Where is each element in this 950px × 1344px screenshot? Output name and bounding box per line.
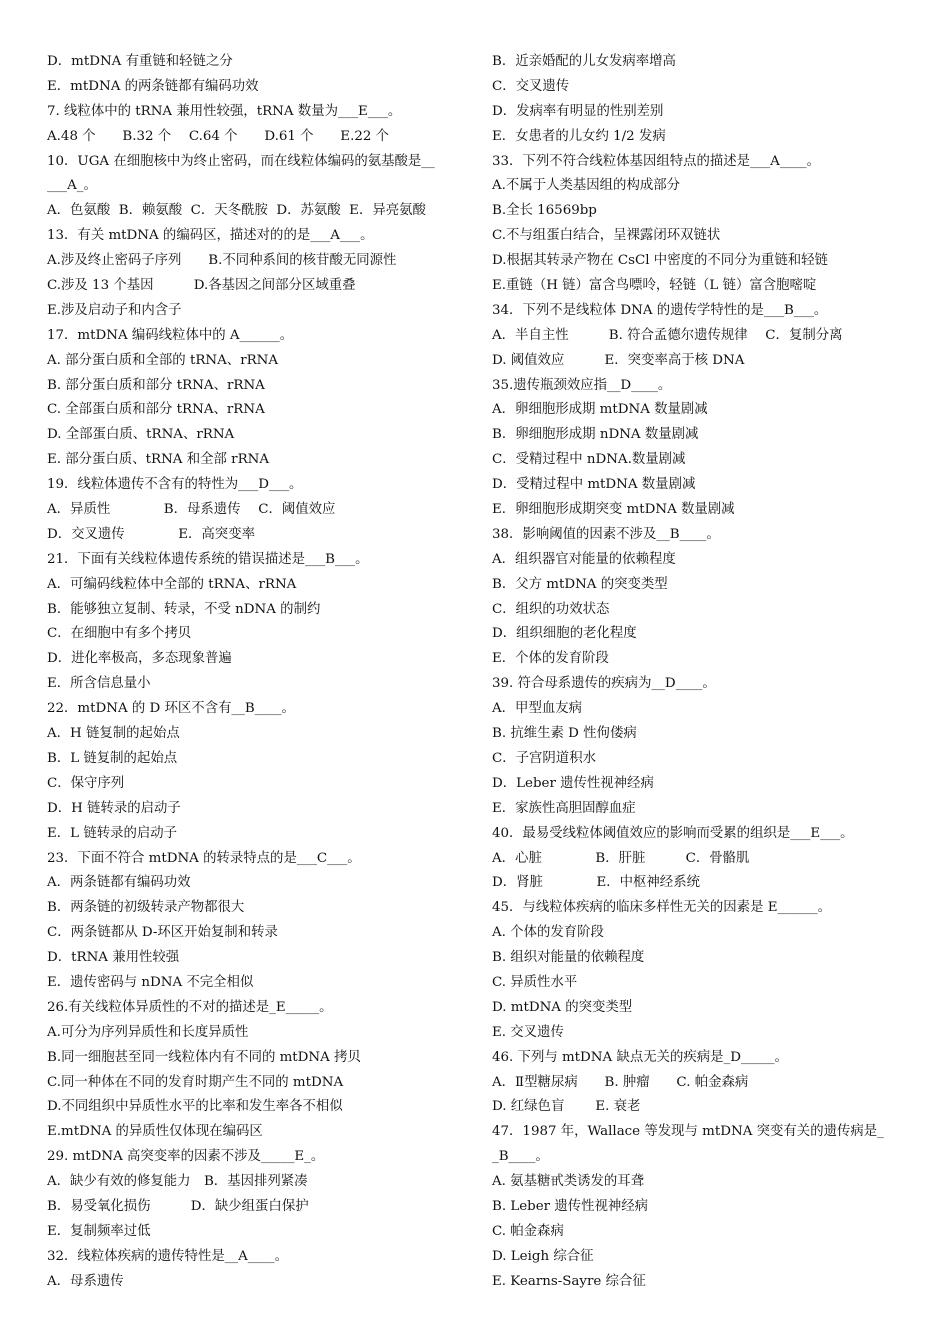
text-line: D．组织细胞的老化程度	[492, 626, 637, 642]
text-line: C．组织的功效状态	[492, 601, 610, 617]
text-line: 32．线粒体疾病的遗传特性是__A____。	[47, 1248, 288, 1264]
text-line: B．卵细胞形成期 nDNA 数量剧减	[492, 427, 699, 443]
text-line: B．两条链的初级转录产物都很大	[47, 900, 245, 916]
text-line: D．Leber 遗传性视神经病	[492, 775, 654, 791]
text-line: B．近亲婚配的儿女发病率增高	[492, 54, 676, 69]
text-line: 34．下列不是线粒体 DNA 的遗传学特性的是___B___。	[492, 302, 828, 318]
text-line: E. Kearns-Sayre 综合征	[492, 1273, 646, 1289]
text-line: C．受精过程中 nDNA.数量剧减	[492, 452, 686, 468]
text-line: B.同一细胞甚至同一线粒体内有不同的 mtDNA 拷贝	[47, 1049, 361, 1065]
text-line: C. 全部蛋白质和部分 tRNA、rRNA	[47, 402, 265, 418]
text-line: D.根据其转录产物在 CsCl 中密度的不同分为重链和轻链	[492, 253, 828, 269]
text-line: A．两条链都有编码功效	[47, 875, 191, 891]
text-line: E．个体的发育阶段	[492, 651, 609, 667]
text-line: E．家族性高胆固醇血症	[492, 800, 636, 816]
text-line: D. Leigh 综合征	[492, 1248, 594, 1264]
text-line: A．可编码线粒体中全部的 tRNA、rRNA	[47, 576, 297, 592]
text-line: A．半自主性 B. 符合孟德尔遗传规律 C．复制分离	[492, 327, 843, 343]
text-line: A．卵细胞形成期 mtDNA 数量剧减	[492, 402, 708, 418]
text-line: D.不同组织中异质性水平的比率和发生率各不相似	[47, 1099, 343, 1115]
text-line: B. 组织对能量的依赖程度	[492, 950, 645, 966]
text-line: 22．mtDNA 的 D 环区不含有__B____。	[47, 701, 295, 717]
text-line: 29. mtDNA 高突变率的因素不涉及_____E_。	[47, 1149, 325, 1165]
text-line: B．父方 mtDNA 的突变类型	[492, 576, 668, 592]
text-line: D. 红绿色盲 E. 衰老	[492, 1099, 641, 1115]
text-line: B.全长 16569bp	[492, 203, 597, 219]
text-line: A. 氨基糖甙类诱发的耳聋	[492, 1174, 645, 1190]
text-line: E．卵细胞形成期突变 mtDNA 数量剧减	[492, 502, 735, 518]
text-line: E．复制频率过低	[47, 1223, 151, 1239]
text-line: A．缺少有效的修复能力 B．基因排列紧凑	[47, 1174, 308, 1190]
text-line: D．H 链转录的启动子	[47, 800, 181, 816]
text-line: E．所含信息量小	[47, 676, 151, 692]
text-line: _B____。	[492, 1149, 549, 1165]
text-line: A．心脏 B．肝脏 C．骨骼肌	[492, 850, 750, 866]
text-line: C．保守序列	[47, 775, 125, 791]
text-line: C.不与组蛋白结合，呈裸露闭环双链状	[492, 228, 721, 244]
text-line: D．发病率有明显的性别差别	[492, 103, 664, 119]
text-line: A. 部分蛋白质和全部的 tRNA、rRNA	[47, 352, 279, 368]
text-line: D. 全部蛋白质、tRNA、rRNA	[47, 427, 235, 443]
text-line: 39. 符合母系遗传的疾病为__D____。	[492, 676, 716, 692]
text-line: D. mtDNA 的突变类型	[492, 999, 633, 1015]
text-line: A.48 个 B.32 个 C.64 个 D.61 个 E.22 个	[47, 128, 390, 144]
text-line: 47．1987 年，Wallace 等发现与 mtDNA 突变有关的遗传病是_	[492, 1124, 884, 1140]
text-line: C．交叉遗传	[492, 78, 570, 94]
text-line: E．遗传密码与 nDNA 不完全相似	[47, 974, 254, 990]
text-line: A．H 链复制的起始点	[47, 726, 180, 742]
text-line: A．异质性 B．母系遗传 C．阈值效应	[47, 502, 336, 518]
text-line: 33．下列不符合线粒体基因组特点的描述是___A____。	[492, 153, 820, 169]
left-column	[47, 50, 467, 1295]
text-line: A．甲型血友病	[492, 701, 583, 717]
text-line: C. 异质性水平	[492, 974, 578, 990]
text-line: ___A_。	[47, 178, 97, 194]
text-line: A. 个体的发育阶段	[492, 925, 604, 941]
text-line: B. Leber 遗传性视神经病	[492, 1198, 649, 1214]
text-line: 21．下面有关线粒体遗传系统的错误描述是___B___。	[47, 551, 369, 567]
text-line: B. 部分蛋白质和部分 tRNA、rRNA	[47, 377, 265, 393]
text-line: B．能够独立复制、转录，不受 nDNA 的制约	[47, 601, 321, 617]
text-line: D．交叉遗传 E．高突变率	[47, 526, 255, 542]
text-line: 10．UGA 在细胞核中为终止密码，而在线粒体编码的氨基酸是__	[47, 153, 435, 169]
text-line: A．色氨酸 B．赖氨酸 C．天冬酰胺 D．苏氨酸 E．异亮氨酸	[47, 203, 426, 219]
text-line: 19．线粒体遗传不含有的特性为___D___。	[47, 477, 303, 493]
text-line: C.同一种体在不同的发育时期产生不同的 mtDNA	[47, 1074, 344, 1090]
text-line: D. 阈值效应 E．突变率高于核 DNA	[492, 352, 745, 368]
text-line: 45．与线粒体疾病的临床多样性无关的因素是 E______。	[492, 900, 832, 916]
text-line: E. 部分蛋白质、tRNA 和全部 rRNA	[47, 452, 270, 468]
text-line: C.涉及 13 个基因 D.各基因之间部分区域重叠	[47, 278, 356, 294]
text-line: 40．最易受线粒体阈值效应的影响而受累的组织是___E___。	[492, 825, 854, 841]
text-line: A．Ⅱ型糖尿病 B. 肿瘤 C. 帕金森病	[492, 1074, 749, 1090]
text-line: D．mtDNA 有重链和轻链之分	[47, 54, 233, 69]
text-line: E.mtDNA 的异质性仅体现在编码区	[47, 1124, 263, 1140]
text-line: B. 抗维生素 D 性佝偻病	[492, 726, 637, 742]
text-line: D．进化率极高，多态现象普遍	[47, 651, 232, 667]
text-line: D．受精过程中 mtDNA 数量剧减	[492, 477, 696, 493]
text-line: E．L 链转录的启动子	[47, 825, 178, 841]
right-column	[492, 50, 912, 1295]
text-line: B．易受氧化损伤 D．缺少组蛋白保护	[47, 1198, 309, 1214]
text-line: E. 交叉遗传	[492, 1024, 564, 1040]
text-line: 46. 下列与 mtDNA 缺点无关的疾病是_D_____。	[492, 1049, 788, 1065]
text-line: C．在细胞中有多个拷贝	[47, 626, 192, 642]
text-line: 13．有关 mtDNA 的编码区，描述对的的是___A___。	[47, 228, 374, 244]
text-line: B．L 链复制的起始点	[47, 750, 178, 766]
text-line: D．tRNA 兼用性较强	[47, 950, 180, 966]
text-line: A.涉及终止密码子序列 B.不同种系间的核苷酸无同源性	[47, 253, 397, 269]
text-line: D．肾脏 E．中枢神经系统	[492, 875, 700, 891]
text-line: C. 帕金森病	[492, 1223, 564, 1239]
text-line: E.涉及启动子和内含子	[47, 302, 182, 318]
text-line: E.重链（H 链）富含鸟嘌呤，轻链（L 链）富含胞嘧啶	[492, 278, 817, 294]
text-line: 23．下面不符合 mtDNA 的转录特点的是___C___。	[47, 850, 361, 866]
text-line: E．mtDNA 的两条链都有编码功效	[47, 78, 259, 94]
text-line: 38．影响阈值的因素不涉及__B____。	[492, 526, 720, 542]
text-line: 26.有关线粒体异质性的不对的描述是_E_____。	[47, 999, 333, 1015]
text-line: 35.遗传瓶颈效应指__D____。	[492, 377, 672, 393]
text-line: A.不属于人类基因组的构成部分	[492, 178, 681, 194]
text-line: C．两条链都从 D-环区开始复制和转录	[47, 925, 278, 941]
text-line: A．母系遗传	[47, 1273, 124, 1289]
text-line: E．女患者的儿女约 1/2 发病	[492, 128, 666, 144]
text-line: A．组织器官对能量的依赖程度	[492, 551, 676, 567]
text-line: 17．mtDNA 编码线粒体中的 A______。	[47, 327, 294, 343]
text-line: 7. 线粒体中的 tRNA 兼用性较强，tRNA 数量为___E___。	[47, 103, 402, 119]
text-line: C．子宫阴道积水	[492, 750, 596, 766]
text-line: A.可分为序列异质性和长度异质性	[47, 1024, 249, 1040]
